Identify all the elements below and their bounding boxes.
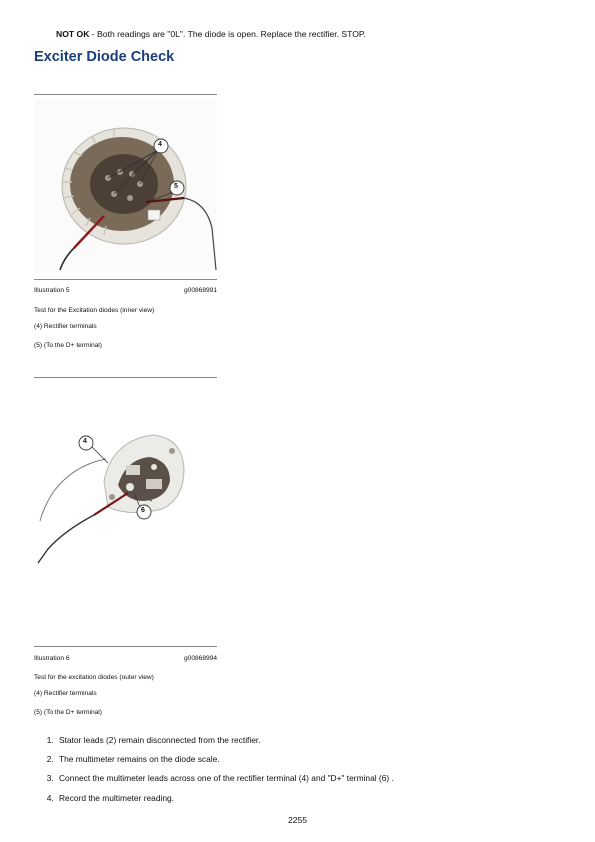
figure-2-caption-row — [34, 655, 217, 662]
figure-2-image — [34, 381, 217, 643]
figure-1-bottom-rule — [34, 279, 217, 280]
figure-1-caption: Test for the Excitation diodes (inner view) — [34, 307, 155, 314]
figure-1-callout-4: (4) Rectifier terminals — [34, 323, 97, 330]
figure-2-marker-a: 4 — [83, 438, 87, 445]
figure-1-callout-5: (5) (To the D+ terminal) — [34, 342, 102, 349]
figure-1-marker-b: 5 — [174, 183, 178, 190]
figure-2-marker-b: 6 — [141, 507, 145, 514]
procedure-steps — [34, 734, 576, 811]
figure-2-code: g00868994 — [183, 655, 217, 662]
figure-2-caption: Test for the excitation diodes (outer view) — [34, 674, 154, 681]
figure-1-label: Illustration 5 — [34, 287, 70, 294]
step-1: 1. Stator leads (2) remain disconnected from the rectifier. — [56, 734, 576, 753]
intro-bold: NOT OK — [56, 29, 90, 39]
figure-2-photo — [34, 381, 217, 643]
figure-2-top-rule — [34, 377, 217, 378]
step-3: 3. Connect the multimeter leads across one of the rectifier terminal (4) and "D+" terminal (6) . — [56, 772, 576, 791]
figure-1-top-rule — [34, 94, 217, 95]
figure-2-callout-5: (5) (To the D+ terminal) — [34, 709, 102, 716]
intro-text: - Both readings are "0L". The diode is open. Replace the rectifier. STOP. — [89, 29, 366, 39]
step-4: 4. Record the multimeter reading. — [56, 792, 576, 811]
figure-1-code: g00868991 — [183, 287, 217, 294]
figure-2-bottom-rule — [34, 646, 217, 647]
figure-1-image — [34, 98, 217, 272]
figure-1-marker-a: 4 — [158, 141, 162, 148]
section-title: Exciter Diode Check — [34, 49, 175, 65]
step-2: 2. The multimeter remains on the diode scale. — [56, 753, 576, 772]
intro-line — [56, 29, 366, 39]
page-number: 2255 — [287, 815, 308, 825]
figure-1-photo — [34, 98, 217, 272]
figure-2-label: Illustration 6 — [34, 655, 70, 662]
figure-1-caption-row — [34, 287, 217, 294]
figure-2-callout-4: (4) Rectifier terminals — [34, 690, 97, 697]
